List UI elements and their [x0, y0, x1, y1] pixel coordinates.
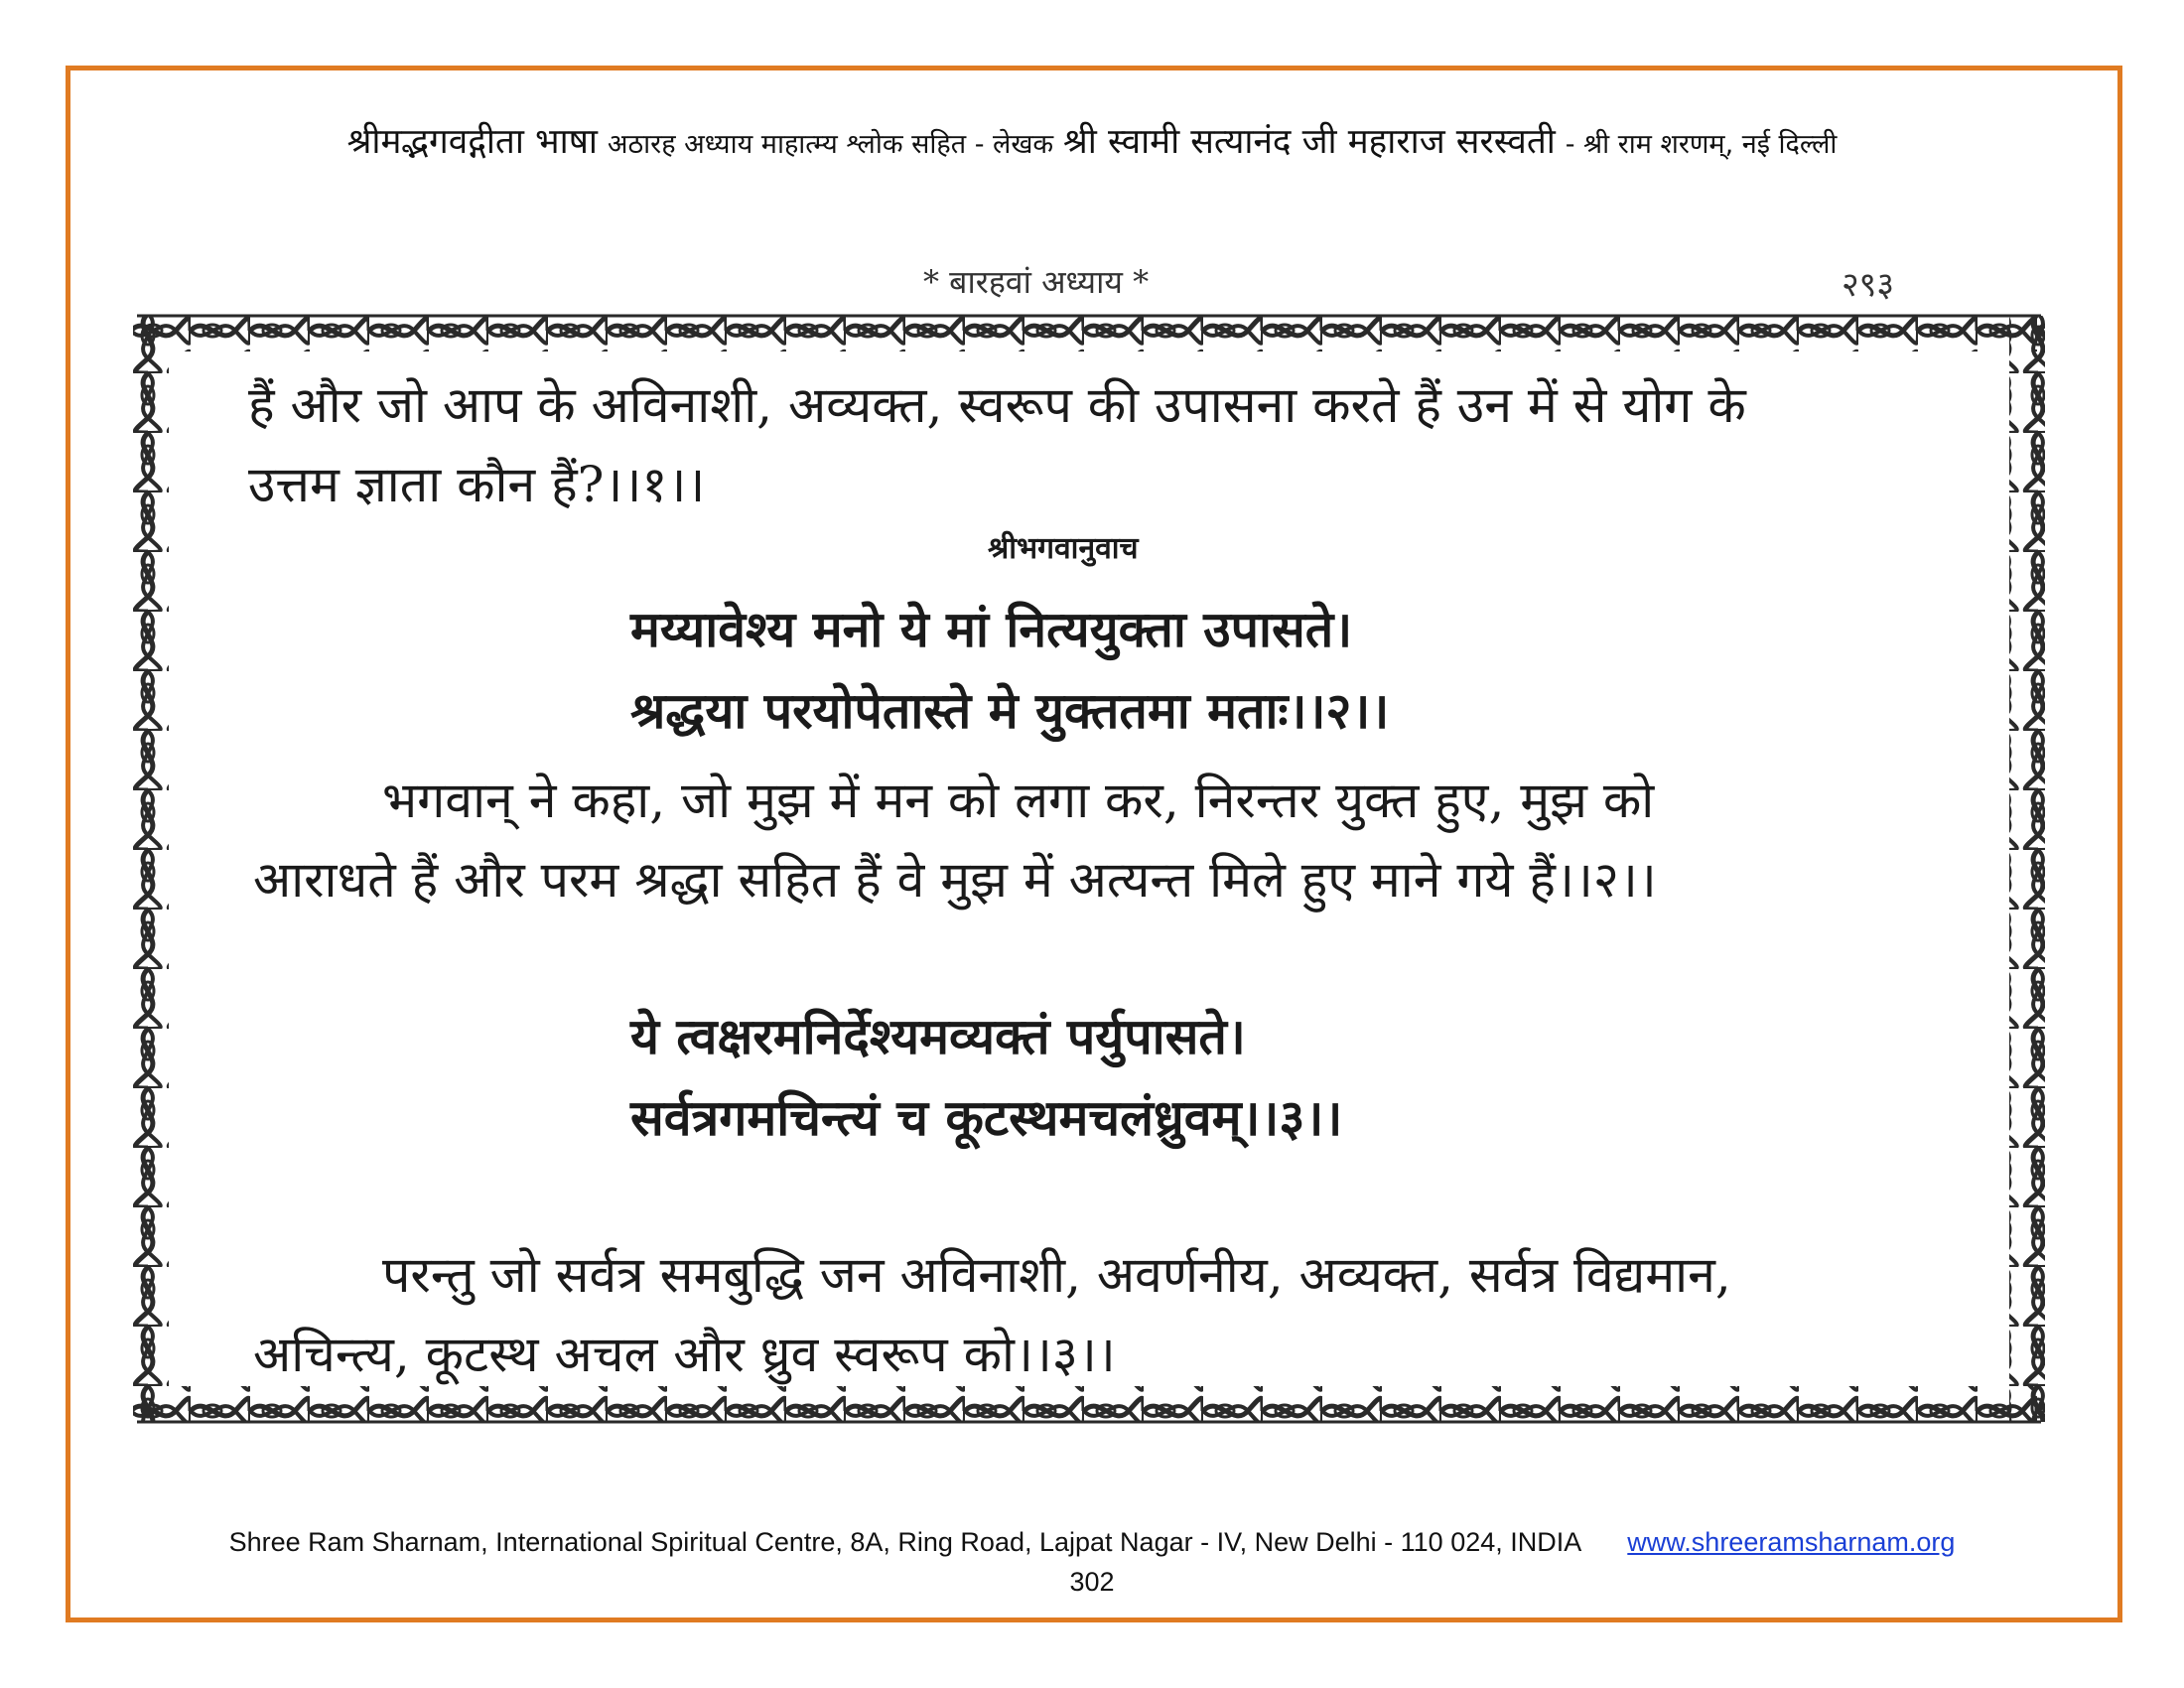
- verse-line: सर्वत्रगमचिन्त्यं च कूटस्थमचलंध्रुवम्।।३।।: [630, 1088, 1343, 1147]
- footer-address-line: [0, 1527, 2184, 1558]
- prose-line: हैं और जो आप के अविनाशी, अव्यक्त, स्वरूप की उपासना करते हैं उन में से योग के: [248, 376, 1746, 434]
- footer-address: Shree Ram Sharnam, International Spiritual Centre, 8A, Ring Road, Lajpat Nagar - IV, New Delhi - 110 024, INDIA: [228, 1527, 1580, 1557]
- header-subtitle: अठारह अध्याय माहात्म्य श्लोक सहित - लेखक: [607, 129, 1054, 160]
- prose-line: आराधते हैं और परम श्रद्धा सहित हैं वे मुझ में अत्यन्त मिले हुए माने गये हैं।।२।।: [253, 851, 1657, 909]
- chapter-title: * बारहवां अध्याय *: [923, 263, 1150, 301]
- footer-page-number: 302: [1069, 1567, 1115, 1597]
- scan-page-number: २९३: [1842, 265, 1895, 305]
- verse-line: मय्यावेश्य मनो ये मां नित्ययुक्ता उपासते।: [630, 600, 1353, 658]
- prose-line: परन्तु जो सर्वत्र समबुद्धि जन अविनाशी, अवर्णनीय, अव्यक्त, सर्वत्र विद्यमान,: [382, 1246, 1731, 1304]
- footer-website-link[interactable]: www.shreeramsharnam.org: [1627, 1527, 1956, 1557]
- header-book-title: श्रीमद्भगवद्गीता भाषा: [346, 122, 598, 162]
- speaker-label: श्रीभगवानुवाच: [988, 531, 1139, 566]
- prose-line: उत्तम ज्ञाता कौन हैं?।।१।।: [248, 456, 706, 513]
- running-header: [99, 117, 2085, 164]
- scanned-page-heading: [0, 260, 2184, 310]
- header-author: श्री स्वामी सत्यानंद जी महाराज सरस्वती: [1063, 122, 1556, 162]
- header-publisher: - श्री राम शरणम्, नई दिल्ली: [1565, 129, 1838, 160]
- prose-line: भगवान् ने कहा, जो मुझ में मन को लगा कर, निरन्तर युक्त हुए, मुझ को: [382, 772, 1655, 829]
- prose-line: अचिन्त्य, कूटस्थ अचल और ध्रुव स्वरूप को।।३।।: [253, 1326, 1116, 1383]
- verse-line: श्रद्धया परयोपेतास्ते मे युक्ततमा मताः।।२।।: [630, 681, 1390, 740]
- verse-line: ये त्वक्षरमनिर्देश्यमव्यक्तं पर्युपासते।: [630, 1007, 1246, 1065]
